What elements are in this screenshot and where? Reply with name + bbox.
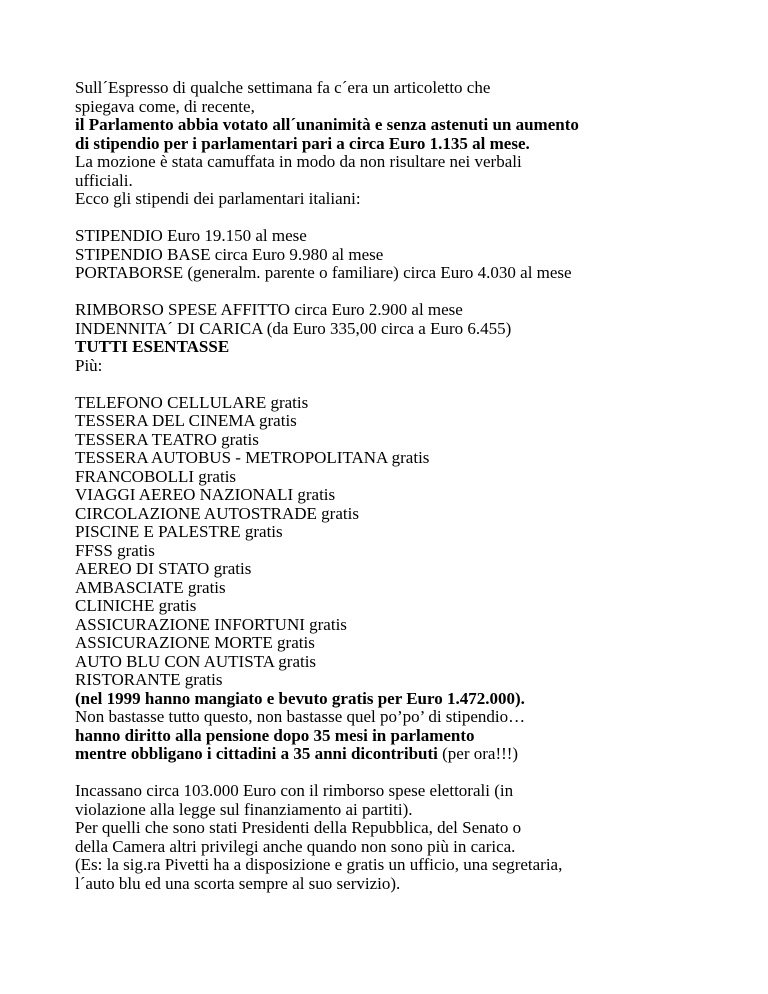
pension-contributions-aside: (per ora!!!) <box>437 744 519 763</box>
intro-line: Ecco gli stipendi dei parlamentari italiani: <box>75 189 361 208</box>
paragraph-gap <box>75 209 755 228</box>
closing-line: della Camera altri privilegi anche quando non sono più in carica. <box>75 836 516 856</box>
pension-contributions-line <box>75 745 755 764</box>
document-body <box>75 79 755 893</box>
paragraph-gap <box>75 375 755 394</box>
tax-free-heading: TUTTI ESENTASSE <box>75 337 230 356</box>
pension-line: Non bastasse tutto questo, non bastasse quel po’po’ di stipendio… <box>75 707 526 726</box>
paragraph-gap <box>75 283 755 302</box>
closing-line: Per quelli che sono stati Presidenti della Repubblica, del Senato o <box>75 818 522 837</box>
closing-line: l´auto blu ed una scorta sempre al suo servizio). <box>75 873 401 893</box>
intro-line: Sull´Espresso di qualche settimana fa c´era un articoletto che <box>75 78 491 97</box>
closing-line: Incassano circa 103.000 Euro con il rimborso spese elettorali (in <box>75 781 514 800</box>
benefit-item: ASSICURAZIONE INFORTUNI gratis <box>75 614 347 634</box>
intro-bold-line: di stipendio per i parlamentari pari a circa Euro 1.135 al mese. <box>75 133 530 153</box>
benefit-item: FRANCOBOLLI gratis <box>75 466 237 486</box>
benefit-item: TESSERA AUTOBUS - METROPOLITANA gratis <box>75 448 430 467</box>
more-label: Più: <box>75 355 103 375</box>
closing-paragraph <box>75 782 755 893</box>
salary-line: STIPENDIO BASE circa Euro 9.980 al mese <box>75 244 384 264</box>
intro-line: spiegava come, di recente, <box>75 96 255 116</box>
restaurant-note: (nel 1999 hanno mangiato e bevuto gratis per Euro 1.472.000). <box>75 688 525 708</box>
benefit-item: VIAGGI AEREO NAZIONALI gratis <box>75 485 336 504</box>
allowance-line: INDENNITA´ DI CARICA (da Euro 335,00 circa a Euro 6.455) <box>75 318 512 338</box>
closing-line: (Es: la sig.ra Pivetti ha a disposizione e gratis un ufficio, una segretaria, <box>75 855 563 874</box>
benefit-item: TESSERA TEATRO gratis <box>75 429 259 449</box>
benefit-item: CLINICHE gratis <box>75 596 197 615</box>
allowances-list <box>75 301 755 375</box>
allowance-line: RIMBORSO SPESE AFFITTO circa Euro 2.900 al mese <box>75 300 463 319</box>
benefit-item: TESSERA DEL CINEMA gratis <box>75 411 297 430</box>
benefits-list <box>75 394 755 764</box>
paragraph-gap <box>75 764 755 783</box>
intro-line: La mozione è stata camuffata in modo da non risultare nei verbali <box>75 152 522 171</box>
benefit-item: TELEFONO CELLULARE gratis <box>75 392 309 412</box>
salary-line: STIPENDIO Euro 19.150 al mese <box>75 226 307 245</box>
intro-paragraph <box>75 79 755 209</box>
intro-bold-line: il Parlamento abbia votato all´unanimità e senza astenuti un aumento <box>75 115 579 134</box>
benefit-item: FFSS gratis <box>75 540 155 560</box>
salary-list <box>75 227 755 283</box>
benefit-item: AEREO DI STATO gratis <box>75 559 252 578</box>
benefit-item: AUTO BLU CON AUTISTA gratis <box>75 651 317 671</box>
salary-line: PORTABORSE (generalm. parente o familiare) circa Euro 4.030 al mese <box>75 263 572 282</box>
closing-line: violazione alla legge sul finanziamento ai partiti). <box>75 799 413 819</box>
benefit-item: RISTORANTE gratis <box>75 670 223 689</box>
intro-line: ufficiali. <box>75 170 133 190</box>
benefit-item: ASSICURAZIONE MORTE gratis <box>75 633 315 652</box>
pension-bold-line: hanno diritto alla pensione dopo 35 mesi in parlamento <box>75 725 475 745</box>
benefit-item: CIRCOLAZIONE AUTOSTRADE gratis <box>75 503 359 523</box>
benefit-item: PISCINE E PALESTRE gratis <box>75 522 283 541</box>
benefit-item: AMBASCIATE gratis <box>75 577 226 597</box>
pension-contributions-bold: mentre obbligano i cittadini a 35 anni dicontributi <box>75 744 438 763</box>
